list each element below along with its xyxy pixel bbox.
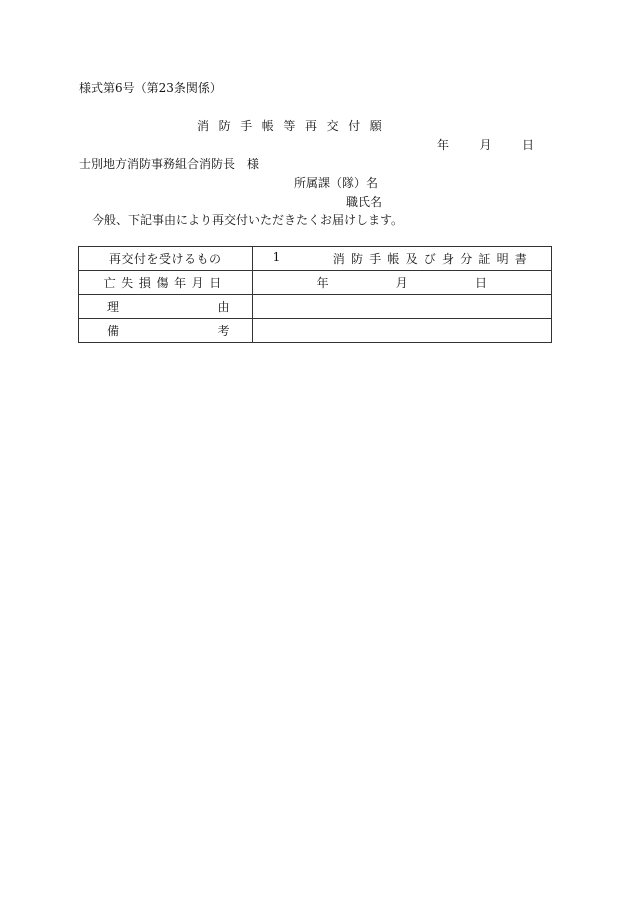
addressee: 士別地方消防事務組合消防長 様	[79, 157, 260, 171]
table-row	[79, 247, 552, 271]
reason-label-b: 由	[217, 300, 230, 314]
loss-date-label-cell	[79, 271, 253, 295]
date-year-label: 年	[437, 138, 450, 152]
date-month-label: 月	[479, 138, 492, 152]
reissue-item-label-cell	[79, 247, 253, 271]
item-number: 1	[272, 250, 281, 264]
loss-month-label: 月	[395, 276, 408, 290]
table-row	[79, 319, 552, 343]
loss-year-label: 年	[316, 276, 329, 290]
reissue-item-value-cell	[252, 247, 551, 271]
item-name: 消防手帳及び身分証明書	[332, 252, 533, 266]
reissue-form-table	[78, 246, 552, 343]
date-day-label: 日	[521, 138, 534, 152]
body-text: 今般、下記事由により再交付いただきたくお届けします。	[92, 213, 404, 227]
reason-value-cell[interactable]	[252, 295, 551, 319]
remarks-label-b: 考	[217, 324, 230, 338]
reason-label-cell	[79, 295, 253, 319]
reissue-item-label: 再交付を受けるもの	[109, 252, 222, 266]
date-line	[437, 138, 534, 152]
remarks-value-cell[interactable]	[252, 319, 551, 343]
reason-label-a: 理	[107, 300, 120, 314]
loss-date-value-cell	[252, 271, 551, 295]
remarks-label-cell	[79, 319, 253, 343]
affiliation-label: 所属課（隊）名	[294, 176, 379, 190]
table-row	[79, 271, 552, 295]
loss-date-label: 亡失損傷年月日	[103, 276, 227, 290]
remarks-label-a: 備	[107, 324, 120, 338]
document-title: 消防手帳等再交付願	[197, 119, 392, 133]
name-label: 職氏名	[346, 195, 383, 209]
table-row	[79, 295, 552, 319]
loss-day-label: 日	[474, 276, 487, 290]
form-number: 様式第6号（第23条関係）	[79, 81, 222, 95]
